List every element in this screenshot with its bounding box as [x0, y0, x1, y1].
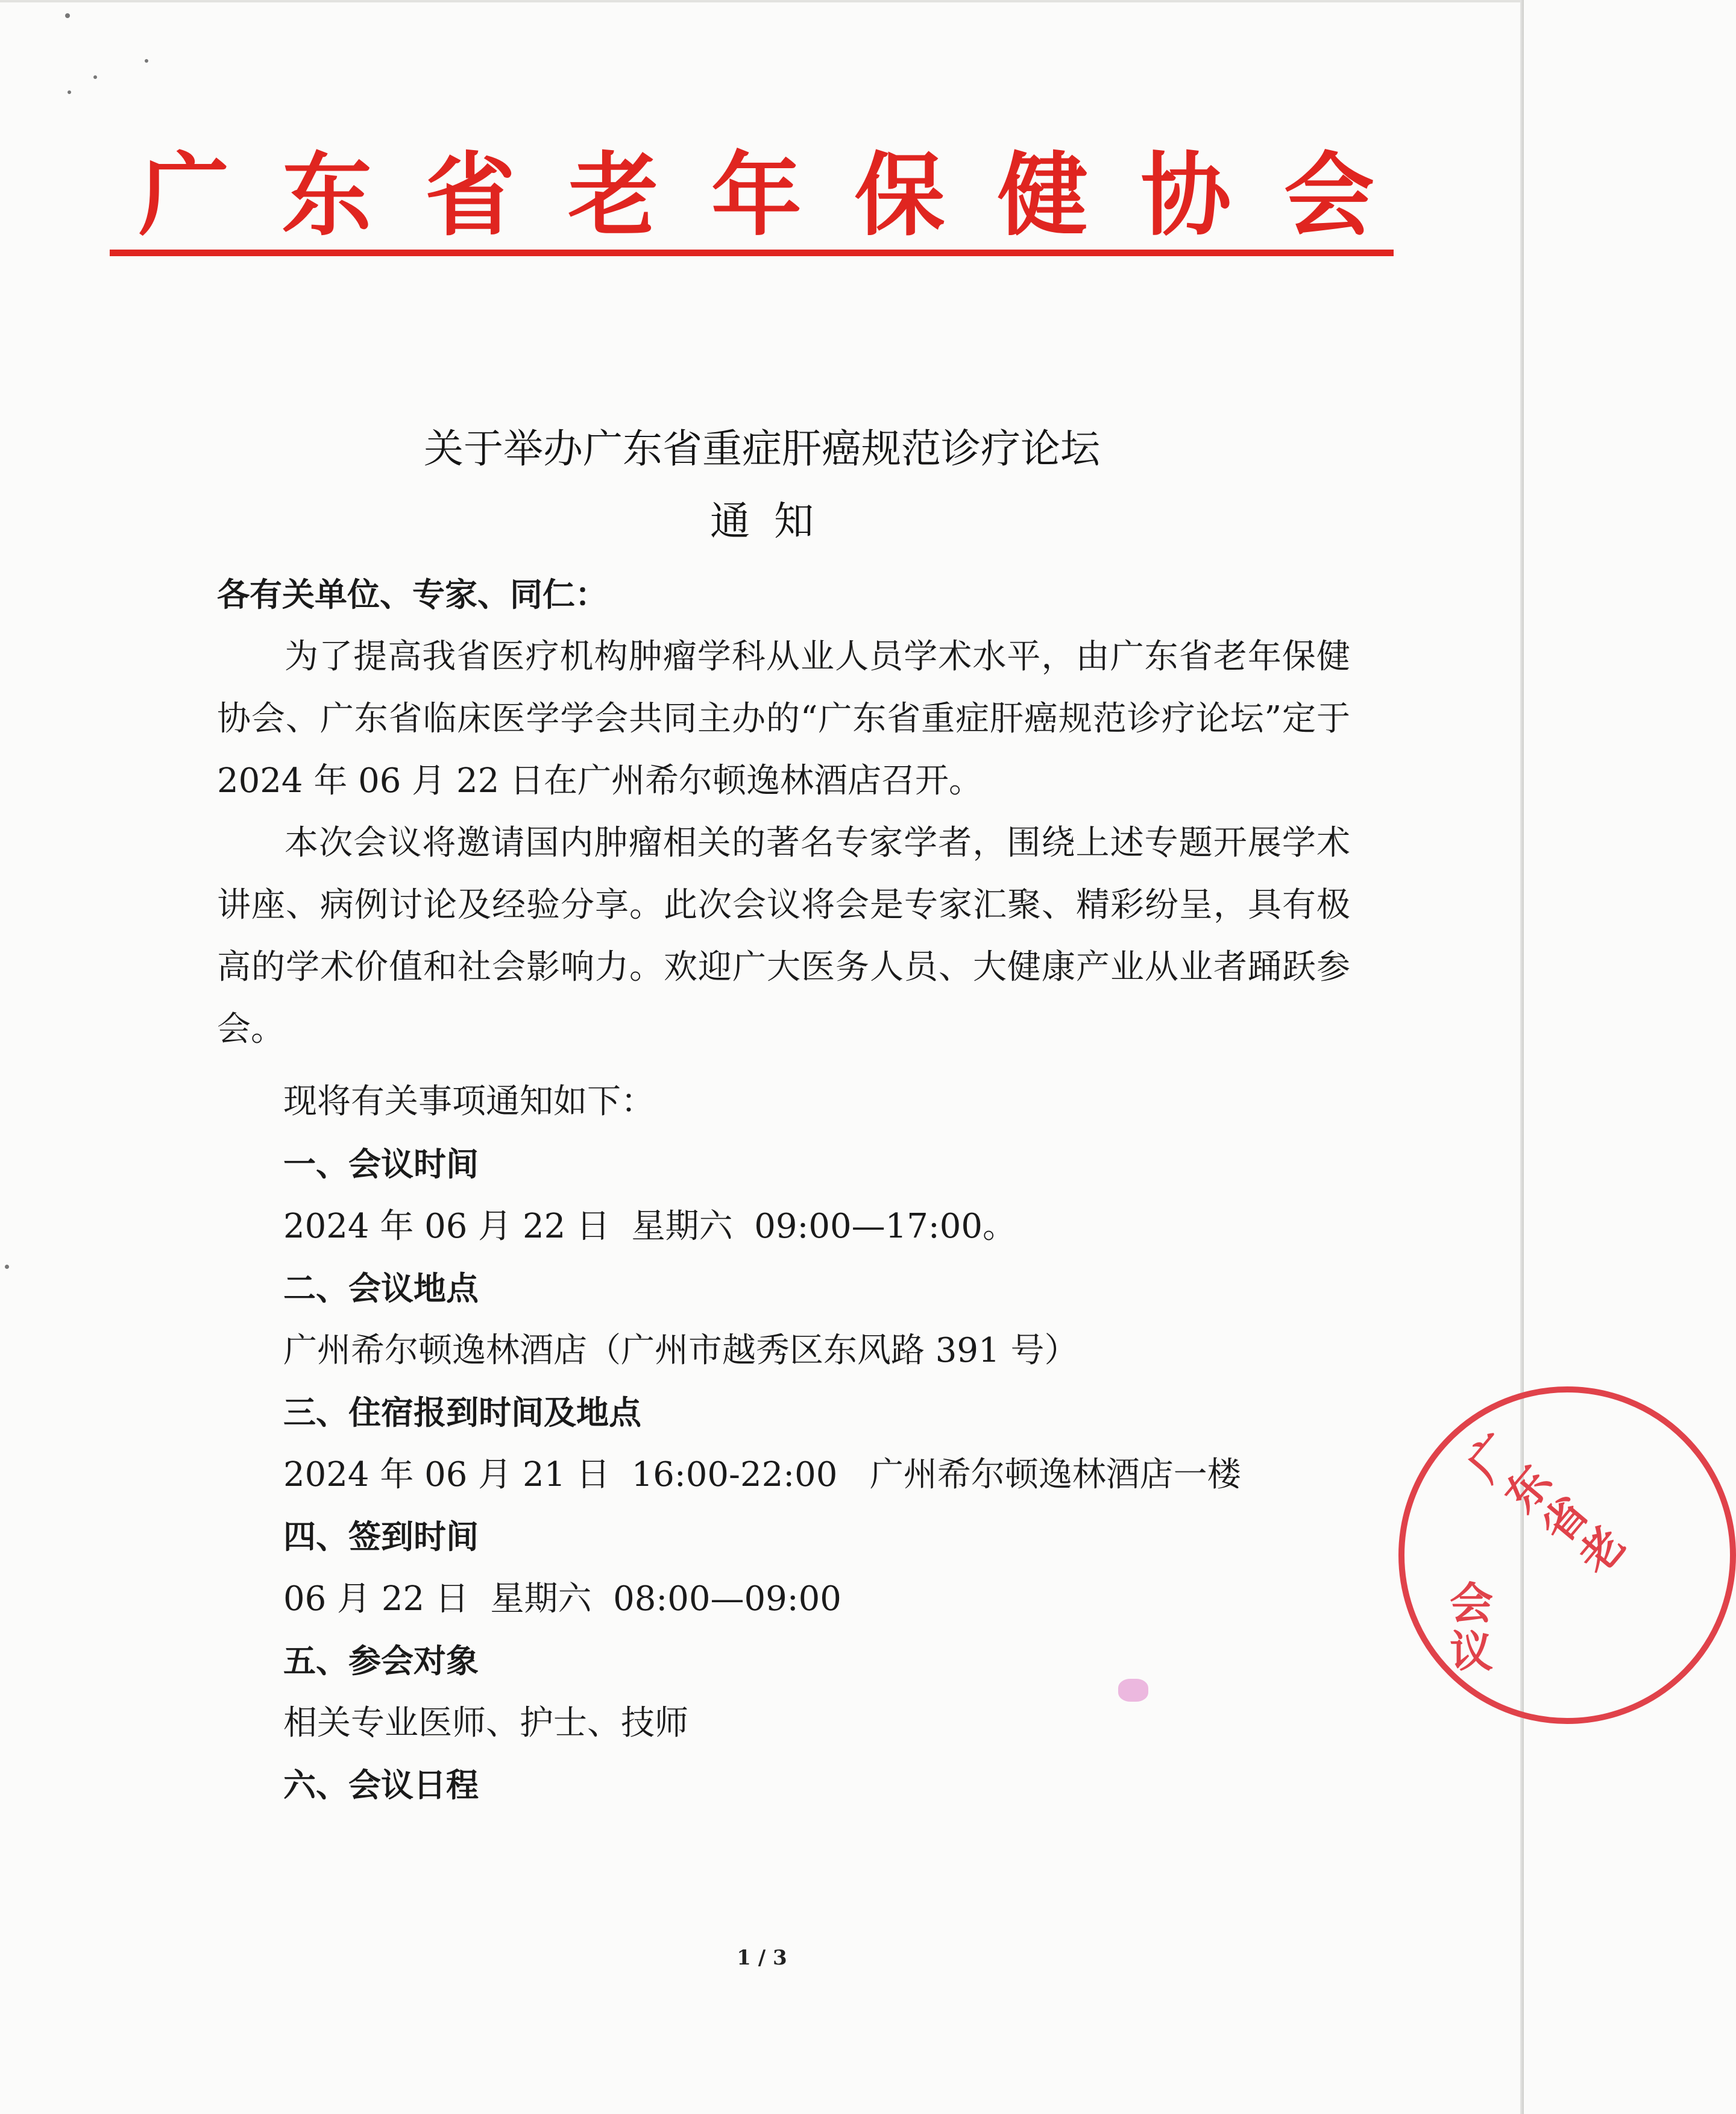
- letterhead-red-rule: [110, 250, 1394, 256]
- scan-edge-top: [0, 0, 1524, 2]
- section-heading: 三、住宿报到时间及地点: [283, 1394, 641, 1432]
- letterhead-char: 广: [139, 143, 230, 248]
- scan-speck: [145, 59, 148, 63]
- section-detail: 广州希尔顿逸林酒店（广州市越秀区东风路 391 号）: [283, 1331, 1078, 1370]
- paragraph-purpose: 为了提高我省医疗机构肿瘤学科从业人员学术水平，由广东省老年保健协会、广东省临床医学学会共同主办的“广东省重症肝癌规范诊疗论坛”定于 2024 年 06 月 22 日在广州希尔顿逸林酒店召开。: [217, 637, 1350, 801]
- section-detail: 2024 年 06 月 22 日 星期六 09:00—17:00。: [283, 1207, 1017, 1246]
- scan-speck: [65, 13, 70, 18]
- scan-edge-right: [1520, 0, 1524, 2114]
- section-heading: 一、会议时间: [283, 1145, 479, 1183]
- page-number: 1 / 3: [737, 1946, 787, 1970]
- section-heading: 四、签到时间: [283, 1518, 479, 1556]
- notice-subtitle: 通知: [710, 498, 838, 544]
- paragraph-description: 本次会议将邀请国内肿瘤相关的著名专家学者，围绕上述专题开展学术讲座、病例讨论及经验分享。此次会议将会是专家汇聚、精彩纷呈，具有极高的学术价值和社会影响力。欢迎广大医务人员、大健康产业从业者踊跃参会。: [217, 823, 1350, 1049]
- letterhead-char: 省: [424, 143, 515, 248]
- section-detail: 2024 年 06 月 21 日 16:00-22:00 广州希尔顿逸林酒店一楼: [283, 1455, 1241, 1494]
- intro-line: 现将有关事项通知如下：: [283, 1082, 655, 1121]
- scan-speck: [5, 1265, 9, 1269]
- section-detail: 06 月 22 日 星期六 08:00—09:00: [283, 1579, 841, 1619]
- section-heading: 六、会议日程: [283, 1766, 479, 1804]
- section-heading: 五、参会对象: [283, 1642, 479, 1680]
- letterhead-char: 健: [997, 143, 1088, 248]
- letterhead-char: 会: [1283, 143, 1374, 248]
- notice-title: 关于举办广东省重症肝癌规范诊疗论坛: [424, 426, 1100, 472]
- section-detail: 相关专业医师、护士、技师: [283, 1703, 688, 1743]
- letterhead-char: 协: [1140, 143, 1231, 248]
- letterhead-char: 保: [854, 143, 945, 248]
- official-seal: [1398, 1386, 1736, 1724]
- seal-text-top: 广东省老: [1458, 1424, 1635, 1584]
- letterhead-char: 东: [281, 143, 373, 248]
- scan-speck: [93, 75, 97, 79]
- notice-body: [217, 564, 1350, 1060]
- section-heading: 二、会议地点: [283, 1269, 479, 1307]
- salutation: 各有关单位、专家、同仁：: [217, 576, 608, 614]
- letterhead-org-name: [139, 139, 1374, 253]
- seal-text-bottom: 会议: [1450, 1578, 1494, 1677]
- letterhead-char: 年: [711, 143, 802, 248]
- ink-smudge: [1118, 1679, 1148, 1702]
- scan-speck: [68, 90, 71, 94]
- letterhead-char: 老: [568, 143, 659, 248]
